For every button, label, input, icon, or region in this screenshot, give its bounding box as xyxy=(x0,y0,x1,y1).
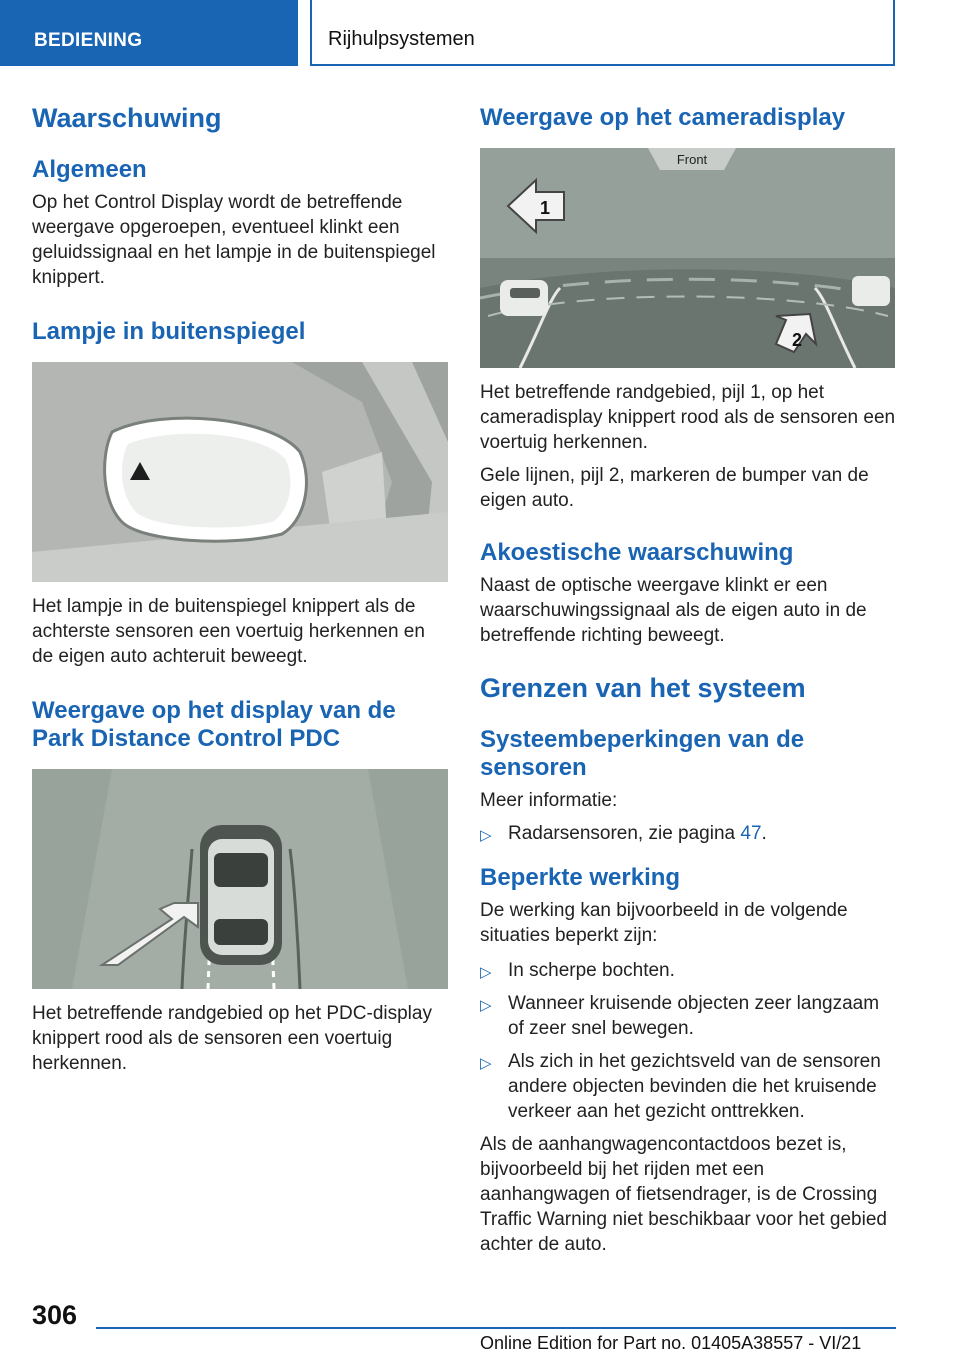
footer-edition: Online Edition for Part no. 01405A38557 - VI/21 xyxy=(480,1333,862,1353)
list-item xyxy=(480,991,896,1041)
paragraph-aanhangwagen: Als de aanhangwagencontactdoos bezet is, bijvoorbeeld bij het rijden met een aanhangwagen of fietsendrager, is de Crossing Traffic Warning niet beschikbaar voor het gebied achter de auto. xyxy=(480,1134,887,1255)
right-column xyxy=(480,100,896,1257)
paragraph-beperkt: De werking kan bijvoorbeeld in de volgende situaties beperkt zijn: xyxy=(480,900,848,946)
heading-algemeen: Algemeen xyxy=(32,156,147,183)
bullet-triangle-icon: ▷ xyxy=(480,827,492,844)
paragraph-camera-2: Gele lijnen, pijl 2, markeren de bumper van de eigen auto. xyxy=(480,465,869,511)
paragraph-akoestisch: Naast de optische weergave klinkt er een waarschuwingssignaal als de eigen auto in de betreffende richting beweegt. xyxy=(480,575,867,646)
left-column xyxy=(32,100,448,1076)
bullet-triangle-icon: ▷ xyxy=(480,964,492,981)
mirror-illustration xyxy=(32,362,448,582)
heading-systeem: Systeembeperkingen van de sensoren xyxy=(480,726,805,781)
heading-grenzen: Grenzen van het systeem xyxy=(480,673,806,703)
bullet-text: Als zich in het gezichtsveld van de sensoren andere objecten bevinden die het kruisende verkeer aan het gezicht onttrekken. xyxy=(508,1051,881,1122)
heading-camera: Weergave op het cameradisplay xyxy=(480,104,846,131)
list-item xyxy=(480,821,896,846)
bullet-radar-text: Radarsensoren, zie pagina xyxy=(508,823,741,844)
paragraph-meer-informatie: Meer informatie: xyxy=(480,790,618,811)
camera-figure xyxy=(480,148,895,368)
limited-function-list xyxy=(480,958,896,1124)
list-item xyxy=(480,958,896,983)
bullet-triangle-icon: ▷ xyxy=(480,1055,492,1072)
page-header xyxy=(0,0,960,66)
paragraph-lampje: Het lampje in de buitenspiegel knippert als de achterste sensoren een voertuig herkennen en de eigen auto achteruit beweegt. xyxy=(32,596,425,667)
bullet-radar-end: . xyxy=(761,823,767,844)
bullet-text: In scherpe bochten. xyxy=(508,960,675,981)
sensor-limit-list xyxy=(480,821,896,846)
paragraph-algemeen: Op het Control Display wordt de betreffende weergave opgeroepen, eventueel klinkt een geluidssignaal en het lampje in de buitenspiegel knippert. xyxy=(32,192,436,288)
heading-lampje: Lampje in buitenspiegel xyxy=(32,318,306,345)
pdc-illustration xyxy=(32,769,448,989)
bullet-triangle-icon: ▷ xyxy=(480,997,492,1014)
bullet-text: Wanneer kruisende objecten zeer langzaam of zeer snel bewegen. xyxy=(508,993,880,1039)
section-tab: BEDIENING xyxy=(0,0,298,66)
chapter-title: Rijhulpsystemen xyxy=(310,0,895,66)
page-link-47[interactable]: 47 xyxy=(740,823,762,844)
page-number: 306 xyxy=(32,1300,78,1330)
mirror-figure xyxy=(32,362,448,582)
heading-beperkt: Beperkte werking xyxy=(480,864,681,891)
pdc-figure xyxy=(32,769,448,989)
paragraph-camera-1: Het betreffende randgebied, pijl 1, op het cameradisplay knippert rood als de sensoren een voertuig herkennen. xyxy=(480,382,896,453)
camera-illustration xyxy=(480,148,895,368)
heading-akoestisch: Akoestische waarschuwing xyxy=(480,539,794,566)
camera-front-label: Front xyxy=(676,152,708,167)
list-item xyxy=(480,1049,896,1124)
heading-waarschuwing: Waarschuwing xyxy=(32,103,222,133)
heading-pdc: Weergave op het display van de Park Distance Control PDC xyxy=(32,697,396,752)
arrow-1-label: 1 xyxy=(540,198,551,218)
paragraph-pdc: Het betreffende randgebied op het PDC-display knippert rood als de sensoren een voertuig herkennen. xyxy=(32,1003,432,1074)
footer-divider xyxy=(96,1327,896,1329)
arrow-2-label: 2 xyxy=(792,330,803,350)
